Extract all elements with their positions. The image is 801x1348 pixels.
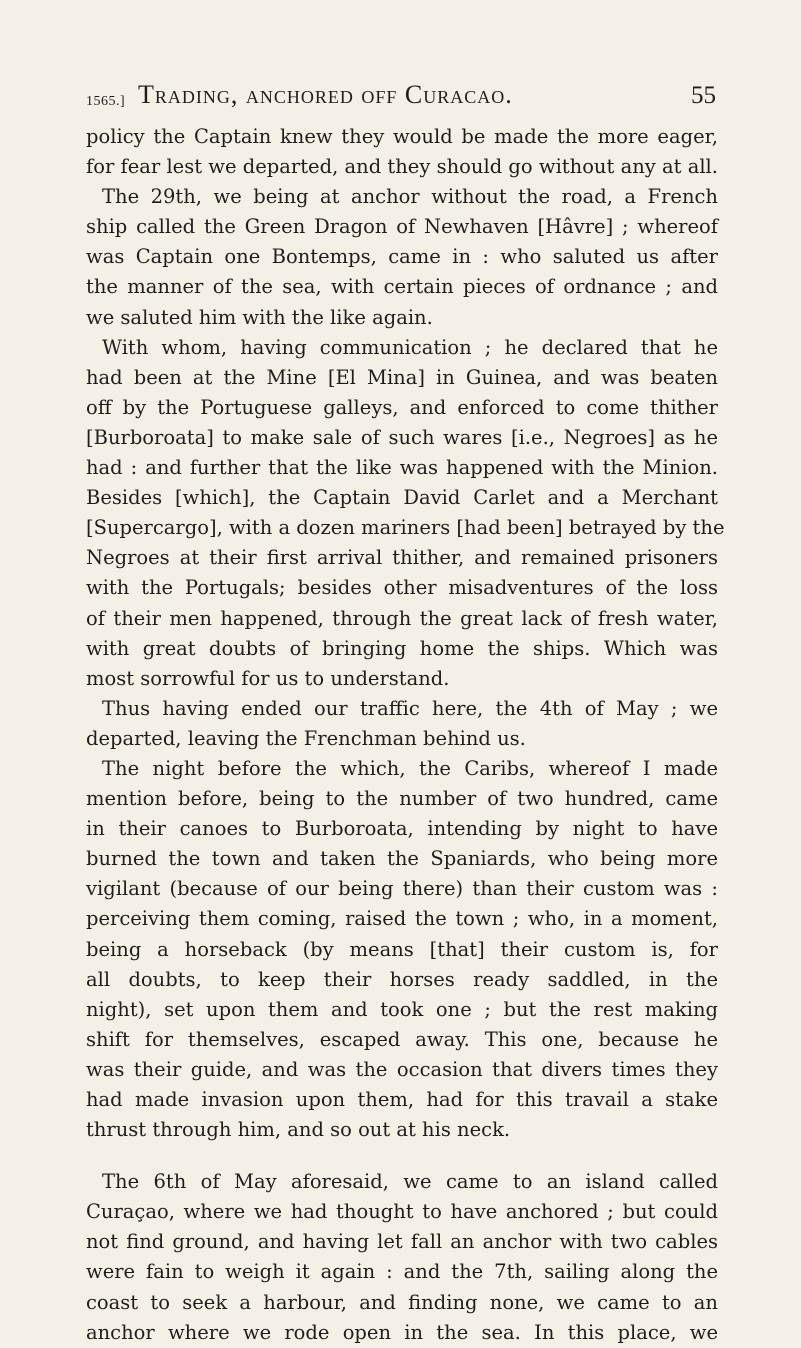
text-line: night), set upon them and took one ; but the rest making bbox=[86, 997, 718, 1021]
text-line: had made invasion upon them, had for this travail a stake bbox=[86, 1088, 718, 1111]
text-line: policy the Captain knew they would be made the more eager, bbox=[86, 125, 718, 148]
paragraph bbox=[86, 182, 718, 332]
header-date: 1565.] bbox=[86, 94, 126, 109]
text-line: was Captain one Bontemps, came in : who saluted us after bbox=[86, 245, 718, 269]
text-line: all doubts, to keep their horses ready saddled, in the bbox=[86, 967, 718, 991]
text-line: Negroes at their first arrival thither, and remained prisoners bbox=[86, 546, 718, 570]
text-line: in their canoes to Burboroata, intending by night to have bbox=[86, 817, 718, 841]
text-line: being a horseback (by means [that] their custom is, for bbox=[86, 937, 718, 961]
text-line: with the Portugals; besides other misadventures of the loss bbox=[86, 576, 718, 600]
text-line: not find ground, and having let fall an anchor with two cables bbox=[86, 1230, 718, 1254]
text-line: for fear lest we departed, and they should go without any at all. bbox=[86, 155, 718, 179]
body-text bbox=[86, 122, 725, 1348]
text-line: ship called the Green Dragon of Newhaven [Hâvre] ; whereof bbox=[86, 215, 718, 239]
text-line: Thus having ended our traffic here, the 4th of May ; we bbox=[102, 696, 718, 720]
paragraph bbox=[86, 333, 725, 694]
text-line: was their guide, and was the occasion that divers times they bbox=[86, 1057, 718, 1081]
text-line: perceiving them coming, raised the town ; who, in a moment, bbox=[86, 907, 718, 931]
text-line: departed, leaving the Frenchman behind us. bbox=[86, 726, 526, 750]
text-line: off by the Portuguese galleys, and enforced to come thither bbox=[86, 395, 718, 419]
text-line: anchor where we rode open in the sea. In this place, we bbox=[86, 1320, 718, 1344]
paragraph bbox=[86, 122, 718, 182]
text-line: were fain to weigh it again : and the 7th, sailing along the bbox=[86, 1260, 718, 1284]
text-line: The 29th, we being at anchor without the road, a French bbox=[102, 185, 718, 209]
text-line: shift for themselves, escaped away. This one, because he bbox=[86, 1027, 718, 1051]
text-line: vigilant (because of our being there) than their custom was : bbox=[86, 877, 718, 901]
text-line: coast to seek a harbour, and finding none, we came to an bbox=[86, 1290, 718, 1314]
text-line: With whom, having communication ; he declared that he bbox=[102, 335, 718, 359]
text-line: most sorrowful for us to understand. bbox=[86, 666, 450, 690]
text-line: Curaçao, where we had thought to have anchored ; but could bbox=[86, 1200, 718, 1224]
text-line: mention before, being to the number of two hundred, came bbox=[86, 787, 718, 811]
text-line: of their men happened, through the great lack of fresh water, bbox=[86, 606, 718, 630]
running-head bbox=[86, 80, 716, 124]
header-title: Trading, anchored off Curacao. bbox=[138, 80, 513, 109]
text-line: had been at the Mine [El Mina] in Guinea, and was beaten bbox=[86, 365, 718, 389]
paragraph bbox=[86, 694, 718, 754]
paragraph bbox=[86, 1167, 718, 1348]
text-line: we saluted him with the like again. bbox=[86, 305, 433, 329]
text-line: the manner of the sea, with certain pieces of ordnance ; and bbox=[86, 275, 718, 299]
text-line: [Burboroata] to make sale of such wares [i.e., Negroes] as he bbox=[86, 425, 718, 449]
text-line: burned the town and taken the Spaniards, who being more bbox=[86, 847, 718, 871]
text-line: The 6th of May aforesaid, we came to an island called bbox=[102, 1170, 718, 1194]
paragraph bbox=[86, 754, 718, 1145]
text-line: [Supercargo], with a dozen mariners [had been] betrayed by the bbox=[86, 516, 725, 540]
text-line: Besides [which], the Captain David Carlet and a Merchant bbox=[86, 486, 718, 510]
text-line: with great doubts of bringing home the ships. Which was bbox=[86, 636, 718, 660]
page-number: 55 bbox=[691, 82, 716, 109]
text-line: The night before the which, the Caribs, whereof I made bbox=[102, 756, 718, 780]
paragraph-gap bbox=[86, 1145, 718, 1167]
text-line: thrust through him, and so out at his neck. bbox=[86, 1118, 511, 1142]
text-line: had : and further that the like was happened with the Minion. bbox=[86, 456, 718, 480]
